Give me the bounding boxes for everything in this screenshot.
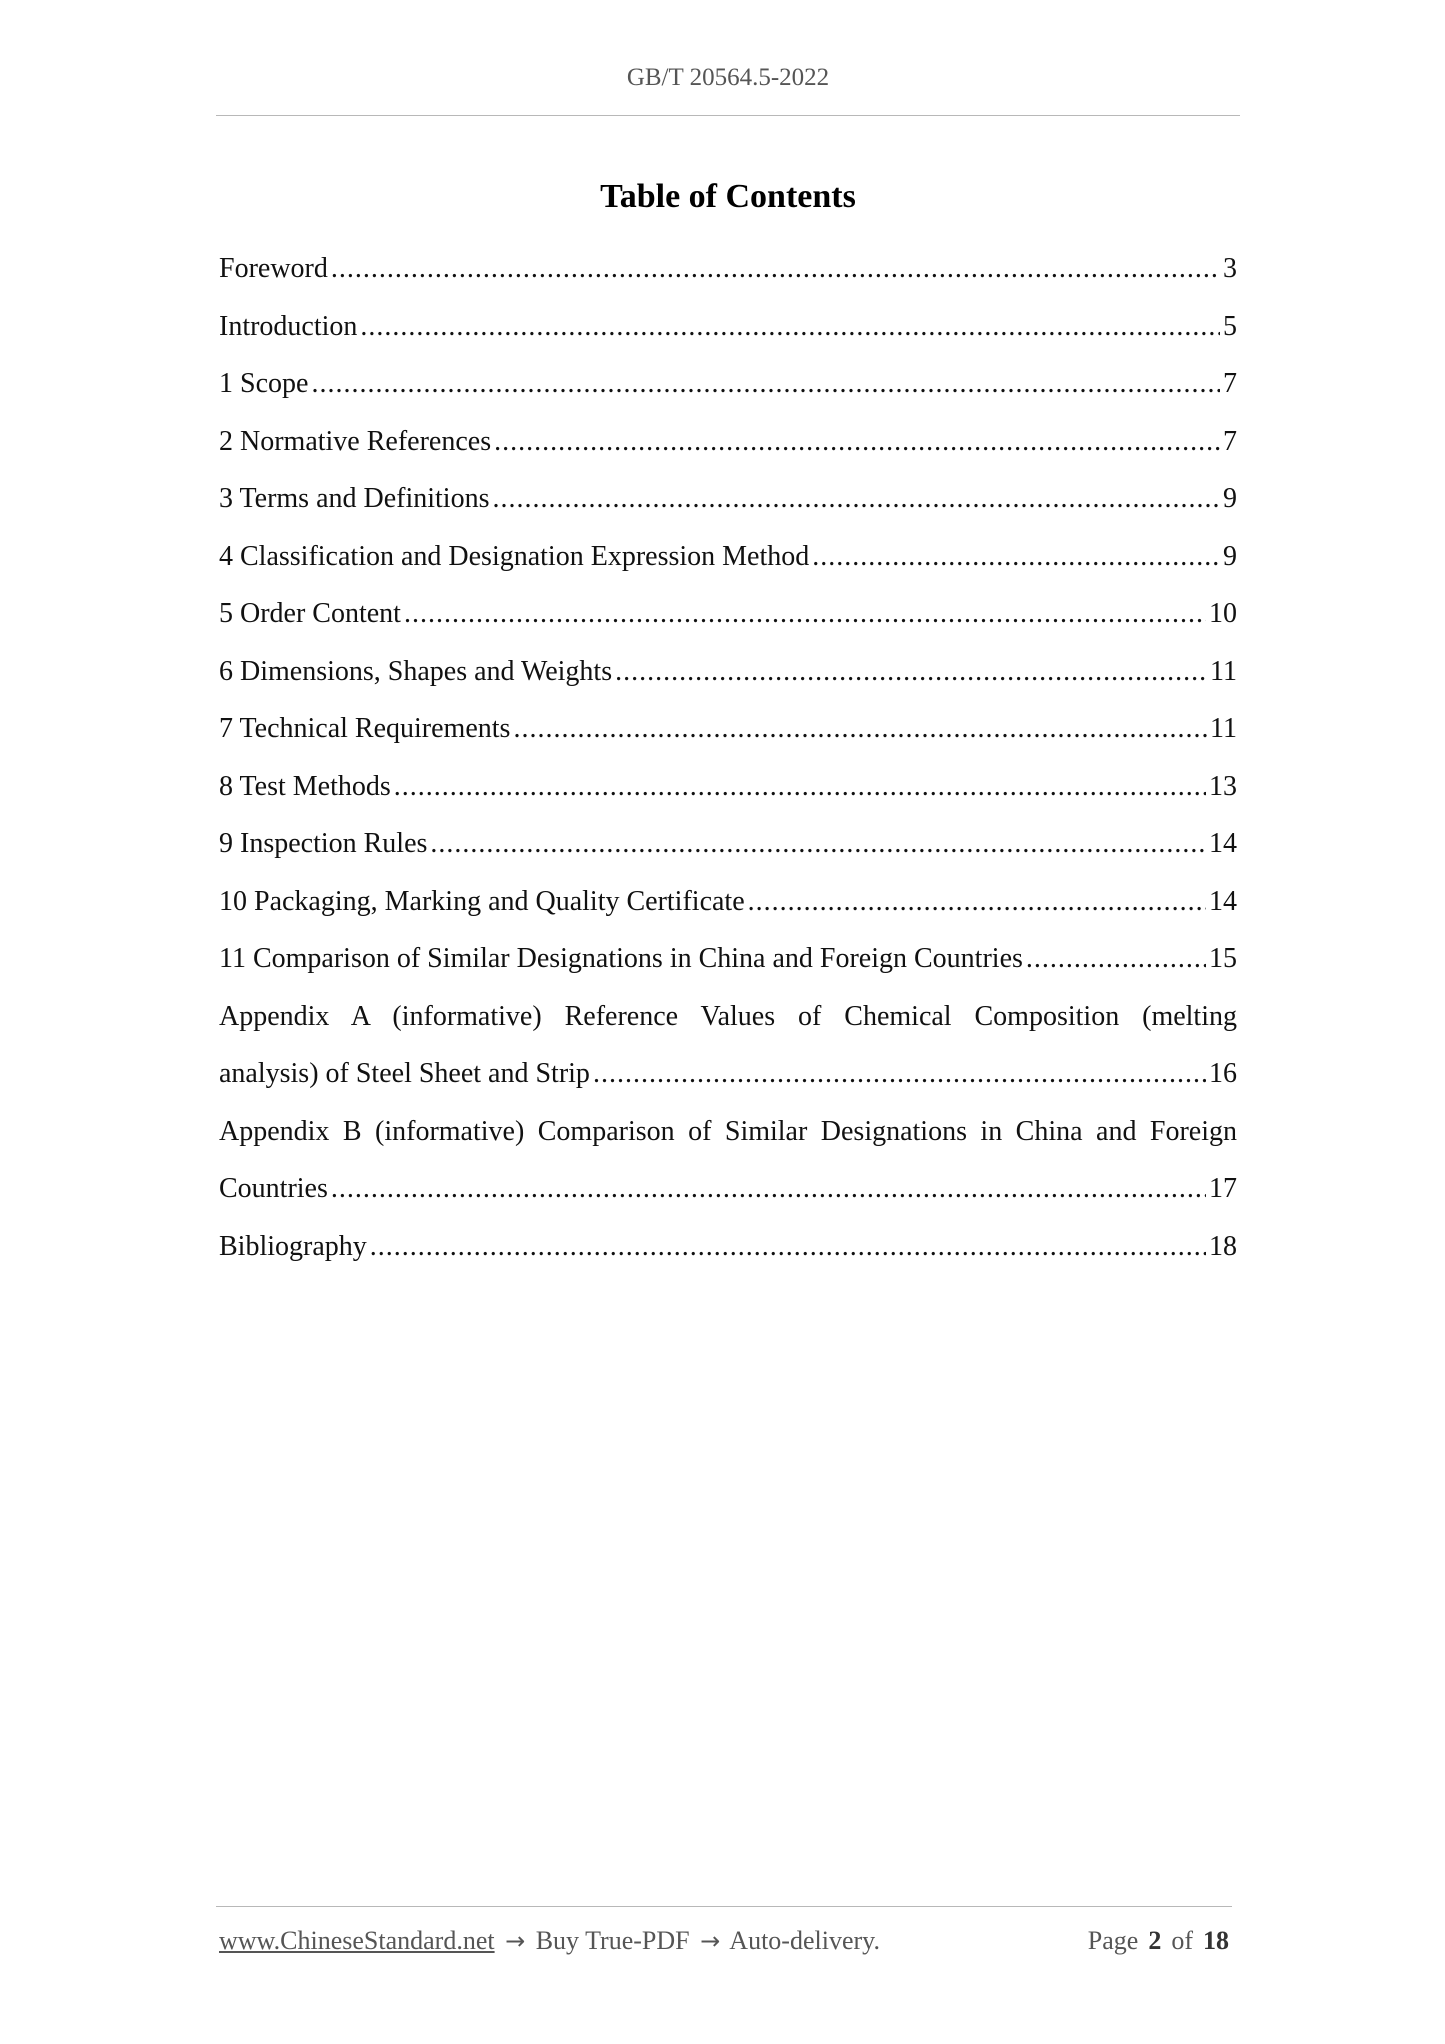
toc-entry-page: 9 <box>1223 483 1237 514</box>
toc-entry-label: Appendix B (informative) Comparison of Similar Designations in China and Foreign <box>219 1115 1237 1147</box>
document-number-header: GB/T 20564.5-2022 <box>626 64 830 91</box>
dot-leader <box>1026 930 1206 988</box>
toc-entry-label-line1 <box>219 988 1237 1046</box>
toc-entry-label: 5 Order Content <box>219 598 401 629</box>
toc-entry-label: 1 Scope <box>219 368 309 399</box>
toc-entry-label: Countries <box>219 1173 328 1204</box>
toc-title: Table of Contents <box>600 178 856 215</box>
arrow-right-icon: → <box>700 1927 721 1955</box>
toc-entry-appendix-b[interactable] <box>219 1103 1237 1218</box>
dot-leader <box>404 585 1206 643</box>
toc-entry-label: 2 Normative References <box>219 425 492 457</box>
toc-entry-comparison[interactable] <box>219 930 1237 988</box>
of-label: of <box>1171 1926 1193 1955</box>
dot-leader <box>370 1218 1206 1276</box>
toc-entry-page: 3 <box>1223 253 1237 284</box>
arrow-right-icon: → <box>505 1927 526 1955</box>
toc-entry-page: 13 <box>1209 770 1237 802</box>
toc-entry-introduction[interactable] <box>219 298 1237 356</box>
toc-entry-page: 11 <box>1210 655 1237 687</box>
toc-entry-appendix-a[interactable] <box>219 988 1237 1103</box>
dot-leader <box>492 470 1220 528</box>
dot-leader <box>748 873 1206 931</box>
table-of-contents <box>219 240 1237 1275</box>
toc-entry-page: 14 <box>1209 885 1237 917</box>
dot-leader <box>394 758 1206 816</box>
toc-entry-label: 4 Classification and Designation Expression Method <box>219 540 810 572</box>
website-link[interactable]: www.ChineseStandard.net <box>219 1926 495 1955</box>
toc-entry-label: 9 Inspection Rules <box>219 828 428 859</box>
page-label: Page <box>1087 1926 1139 1955</box>
toc-entry-test-methods[interactable] <box>219 758 1237 816</box>
toc-entry-technical-requirements[interactable] <box>219 700 1237 758</box>
dot-leader <box>494 413 1220 471</box>
toc-entry-label: Introduction <box>219 310 358 342</box>
footer-promo <box>219 1926 880 1956</box>
dot-leader <box>593 1045 1206 1103</box>
delivery-text: Auto-delivery. <box>729 1926 880 1955</box>
buy-text: Buy True-PDF <box>535 1926 690 1955</box>
toc-entry-classification[interactable] <box>219 528 1237 586</box>
toc-entry-label: Bibliography <box>219 1230 367 1262</box>
toc-entry-page: 10 <box>1209 598 1237 629</box>
toc-entry-page: 16 <box>1209 1058 1237 1089</box>
toc-entry-terms-definitions[interactable] <box>219 470 1237 528</box>
total-pages-number: 18 <box>1203 1926 1229 1955</box>
toc-entry-label: Appendix A (informative) Reference Values of Chemical Composition (melting <box>219 1000 1237 1032</box>
toc-entry-label-line1 <box>219 1103 1237 1161</box>
dot-leader <box>331 240 1220 298</box>
toc-entry-page: 7 <box>1223 425 1237 457</box>
toc-entry-foreword[interactable] <box>219 240 1237 298</box>
toc-entry-label: Foreword <box>219 253 328 284</box>
toc-entry-bibliography[interactable] <box>219 1218 1237 1276</box>
page-indicator <box>1088 1926 1229 1956</box>
toc-entry-page: 15 <box>1209 943 1237 974</box>
toc-entry-label: 11 Comparison of Similar Designations in China and Foreign Countries <box>219 943 1023 974</box>
toc-entry-label: 7 Technical Requirements <box>219 713 511 744</box>
toc-entry-label-line2 <box>219 1045 1237 1103</box>
dot-leader <box>311 355 1220 413</box>
toc-entry-dimensions[interactable] <box>219 643 1237 701</box>
dot-leader <box>331 1160 1206 1218</box>
dot-leader <box>360 298 1220 356</box>
toc-entry-packaging[interactable] <box>219 873 1237 931</box>
dot-leader <box>615 643 1207 701</box>
toc-entry-inspection-rules[interactable] <box>219 815 1237 873</box>
toc-entry-scope[interactable] <box>219 355 1237 413</box>
toc-entry-page: 11 <box>1210 713 1237 744</box>
toc-entry-page: 18 <box>1209 1230 1237 1262</box>
page-footer <box>219 1926 1229 1956</box>
toc-entry-label-line2 <box>219 1160 1237 1218</box>
toc-entry-page: 14 <box>1209 828 1237 859</box>
toc-entry-normative-references[interactable] <box>219 413 1237 471</box>
current-page-number: 2 <box>1148 1926 1162 1955</box>
toc-entry-label: 6 Dimensions, Shapes and Weights <box>219 655 613 687</box>
toc-entry-page: 17 <box>1209 1173 1237 1204</box>
toc-entry-order-content[interactable] <box>219 585 1237 643</box>
toc-entry-page: 5 <box>1223 310 1237 342</box>
footer-divider <box>216 1906 1232 1907</box>
dot-leader <box>513 700 1207 758</box>
dot-leader <box>812 528 1220 586</box>
toc-entry-label: 3 Terms and Definitions <box>219 483 490 514</box>
toc-entry-label: 8 Test Methods <box>219 770 391 802</box>
toc-entry-page: 7 <box>1223 368 1237 399</box>
header-divider <box>216 115 1240 116</box>
toc-entry-label: analysis) of Steel Sheet and Strip <box>219 1058 590 1089</box>
toc-entry-label: 10 Packaging, Marking and Quality Certificate <box>219 885 745 917</box>
dot-leader <box>430 815 1206 873</box>
toc-entry-page: 9 <box>1223 540 1237 572</box>
